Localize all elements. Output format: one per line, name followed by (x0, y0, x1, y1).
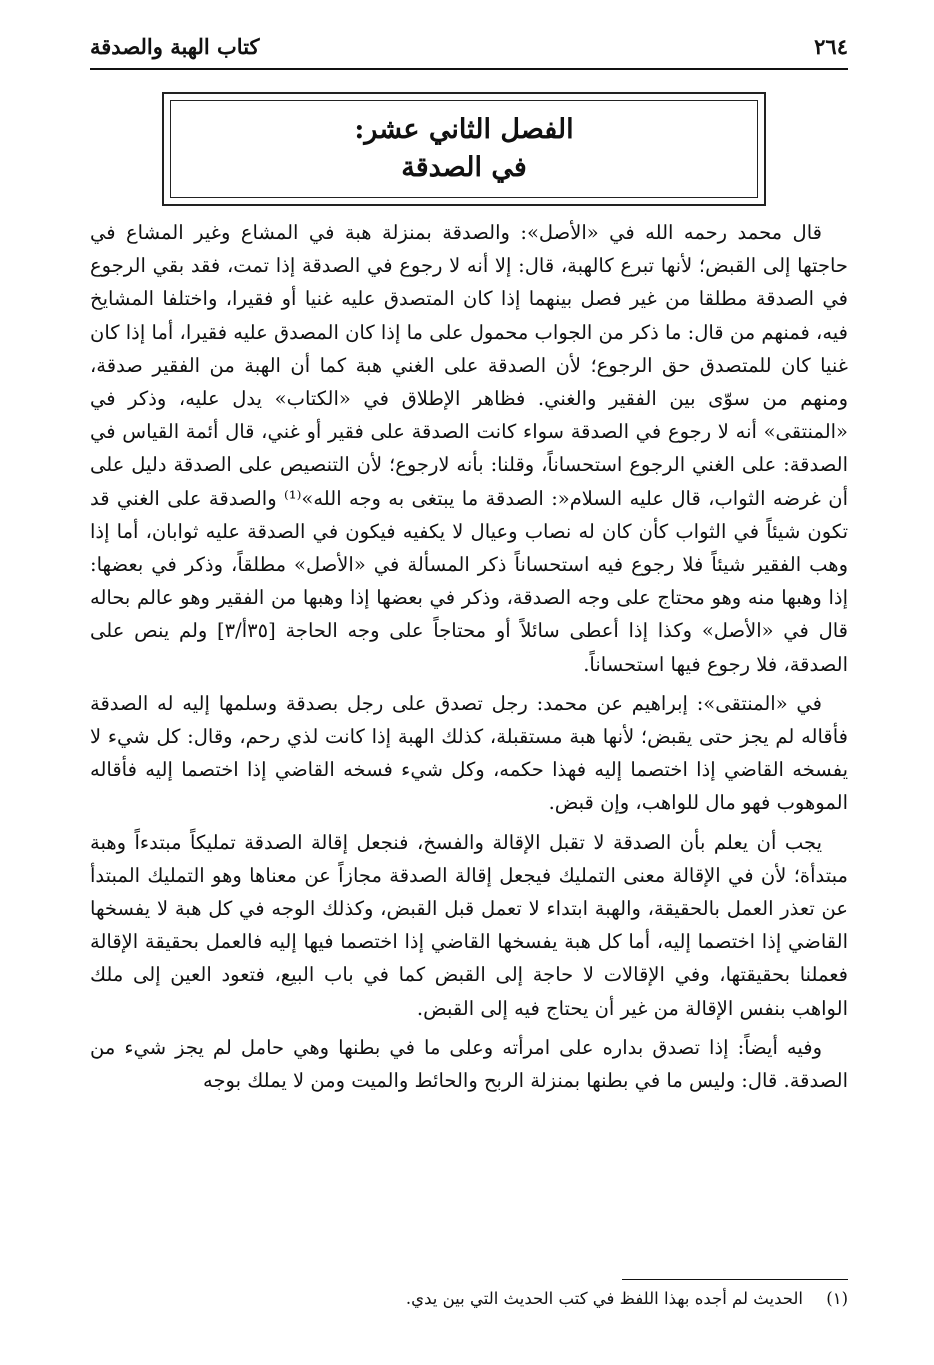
footnote-number: (١) (826, 1289, 848, 1308)
running-header (90, 34, 848, 66)
footnote (90, 1286, 848, 1312)
footnote-text: الحديث لم أجده بهذا اللفظ في كتب الحديث التي بين يدي. (405, 1289, 803, 1308)
chapter-title: الفصل الثاني عشر: (354, 114, 574, 145)
header-rule (90, 68, 848, 70)
footnote-separator (622, 1279, 848, 1280)
book-title: كتاب الهبة والصدقة (90, 34, 260, 59)
chapter-subtitle: في الصدقة (401, 152, 527, 183)
chapter-title-inner-frame (170, 100, 758, 198)
paragraph-3: يجب أن يعلم بأن الصدقة لا تقبل الإقالة والفسخ، فنجعل إقالة الصدقة تمليكاً مبتدءاً وهبة مبتدأة؛ لأن في الإقالة معنى التمليك فيجعل إقالة الصدقة مجازاً عن معناها وهو التمليك المبتدأ عن تعذر العمل بالحقيقة، والهبة ابتداء لا تعمل قبل القبض، وكذلك الوجه في كل هبة لا يفسخها القاضي إذا اختصما إليه، أما كل هبة يفسخها القاضي إذا اختصما فيها إليه فالعمل بحقيقة الإقالة فعملنا بحقيقتها، وفي الإقالات لا حاجة إلى القبض كما في باب البيع، فتعود العين إلى ملك الواهب بنفس الإقالة من غير أن يحتاج فيه إلى القبض. (90, 830, 848, 1020)
paragraph-2: في «المنتقى»: إبراهيم عن محمد: رجل تصدق على رجل بصدقة وسلمها إليه له الصدقة فأقاله لم يجز حتى يقبض؛ لأنها هبة مستقبلة، كذلك الهبة إذا كانت لذي رحم، وقال: كل شيء لا يفسخه القاضي إذا اختصما إليه فهذا حكمه، وكل شيء فسخه القاضي إذا اختصما إليه فأقاله الموهوب فهو مال للواهب، وإن قبض. (90, 691, 848, 815)
main-text (90, 216, 848, 1103)
paragraph-1: قال محمد رحمه الله في «الأصل»: والصدقة بمنزلة هبة في المشاع وغير المشاع في حاجتها إلى القبض؛ لأنها تبرع كالهبة، قال: إلا أنه لا رجوع في الصدقة إذا تمت، فقد بقي الرجوع في الصدقة مطلقا من غير فصل بينهما إذا كان المتصدق عليه غنيا أو فقيرا، واختلفا المشايخ فيه، فمنهم من قال: ما ذكر من الجواب محمول على ما إذا كان المصدق عليه فقيرا، أما إذا كان غنيا كان للمتصدق حق الرجوع؛ لأن الصدقة على الغني هبة كما أن الهبة من الفقير صدقة، ومنهم من سوّى بين الفقير والغني. فظاهر الإطلاق في «الكتاب» يدل عليه، وذكر في «المنتقى» أنه لا رجوع في الصدقة سواء كانت الصدقة على فقير أو غني، قال أئمة القياس في الصدقة: على الغني الرجوع استحساناً، وقلنا: بأنه لارجوع؛ لأن التنصيص على الصدقة دليل على أن غرضه الثواب، قال عليه السلام«: الصدقة ما يبتغى به وجه الله»⁽¹⁾ والصدقة على الغني قد تكون شيئاً في الثواب كأن كان له نصاب وعيال لا يكفيه فيكون في الصدقة عليه ثوابان، أما إذا وهب الفقير شيئاً فلا رجوع فيه استحساناً ذكر المسألة في «الأصل» مطلقاً، وذكر في بعضها: إذا وهبها منه وهو محتاج على وجه الصدقة، وذكر في بعضها إذا وهبها من الفقير وهو عالم بحاله قال في «الأصل» وكذا إذا أعطى سائلاً أو محتاجاً على وجه الحاجة [٣٥أ/٣] ولم ينص على الصدقة، فلا رجوع فيها استحساناً. (90, 221, 849, 676)
chapter-title-frame (162, 92, 766, 206)
page-number: ٢٦٤ (814, 34, 848, 59)
paragraph-4: وفيه أيضاً: إذا تصدق بداره على امرأته وعلى ما في بطنها وهي حامل لم يجز شيء من الصدقة. قال: وليس ما في بطنها بمنزلة الربح والحائط والميت ومن لا يملك بوجه (90, 1035, 848, 1093)
